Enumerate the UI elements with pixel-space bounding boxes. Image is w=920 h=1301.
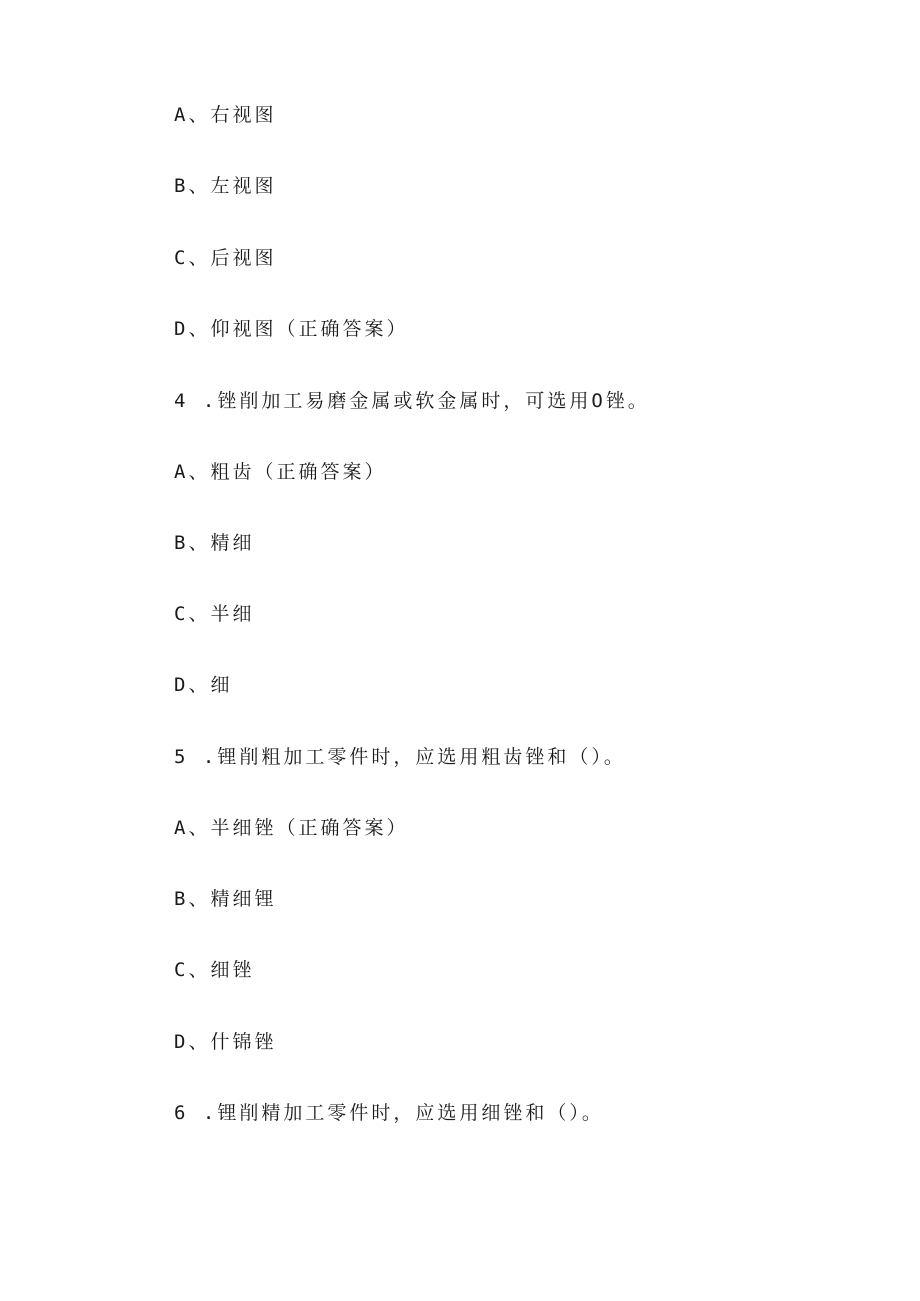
option-b-q4: B、精细 bbox=[174, 532, 255, 554]
option-d-q3: D、仰视图（正确答案） bbox=[174, 318, 409, 340]
option-d-q5: D、什锦锉 bbox=[174, 1031, 277, 1053]
option-b-q3: B、左视图 bbox=[174, 175, 277, 197]
question-4: 4 .锉削加工易磨金属或软金属时，可选用O锉。 bbox=[174, 390, 650, 412]
option-b-q5: B、精细锂 bbox=[174, 888, 277, 910]
option-a-q4: A、粗齿（正确答案） bbox=[174, 461, 387, 483]
option-a-q5: A、半细锉（正确答案） bbox=[174, 817, 409, 839]
question-6: 6 .锂削精加工零件时，应选用细锉和（）。 bbox=[174, 1102, 604, 1124]
option-c-q4: C、半细 bbox=[174, 603, 255, 625]
question-5: 5 .锂削粗加工零件时，应选用粗齿锉和（）。 bbox=[174, 746, 626, 768]
option-a-q3: A、右视图 bbox=[174, 104, 277, 126]
option-d-q4: D、细 bbox=[174, 674, 233, 696]
option-c-q5: C、细锉 bbox=[174, 959, 255, 981]
option-c-q3: C、后视图 bbox=[174, 247, 277, 269]
